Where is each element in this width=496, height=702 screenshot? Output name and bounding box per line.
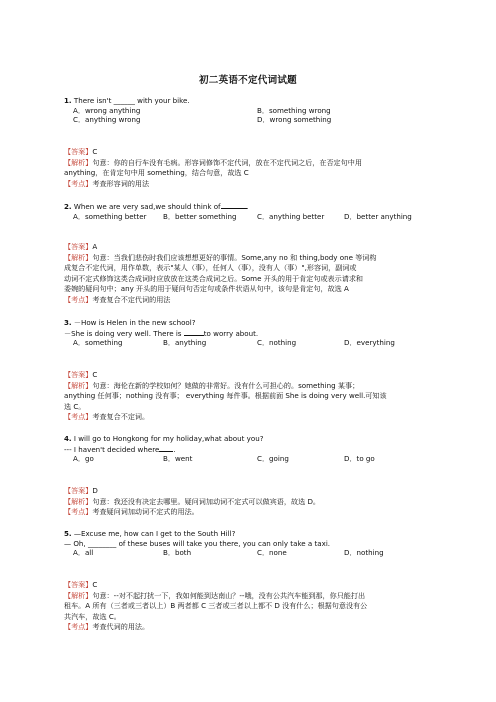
question-number: 3. — [64, 318, 72, 327]
answer-blank — [159, 444, 176, 454]
question-4 — [64, 434, 436, 464]
analysis-line: anything 任何事；nothing 没有事； everything 每件事。根据前面 She is doing very well.可知该 — [64, 391, 387, 401]
analysis-text: 句意：当我们悲伤时我们应该想想更好的事情。Some,any no 和 thing,body one 等词构 — [92, 252, 377, 262]
question-stem — [64, 201, 436, 212]
question-number: 2. — [64, 202, 72, 211]
point-line — [64, 622, 436, 633]
question-number: 1. — [64, 96, 72, 105]
answer-block-2 — [64, 242, 436, 306]
analysis-line: 委婉的疑问句中；any 开头的用于疑问句否定句或条件状语从句中，该句是肯定句，故选 A — [64, 284, 349, 294]
option-a: A．something better — [73, 211, 147, 221]
point-line — [64, 295, 436, 306]
question-number: 4. — [64, 434, 72, 443]
option-c: C．anything better — [257, 211, 325, 221]
point-text: 考查复合不定词。 — [92, 412, 150, 422]
option-b: B．anything — [163, 338, 207, 347]
answer-tag: 【答案】 — [64, 580, 93, 589]
option-d: D．wrong something — [257, 115, 332, 124]
analysis-line: 租车。A 所有（三者或三者以上）B 两者都 C 三者或三者以上都不 D 没有什么；根据句意没有公 — [64, 601, 368, 611]
option-a: A．all — [73, 548, 94, 557]
answer-line — [64, 242, 436, 253]
answer-value: C — [92, 370, 98, 379]
point-text: 考查形容词的用法 — [92, 178, 150, 188]
analysis-line — [64, 158, 436, 169]
question-stem-line2: — Oh, ________ of these buses will take you there, you can only take a taxi. — [64, 538, 331, 548]
option-c: C．anything wrong — [73, 115, 141, 124]
analysis-tag: 【解析】 — [64, 157, 93, 167]
answer-tag: 【答案】 — [64, 486, 93, 495]
options-row — [64, 338, 436, 348]
answer-tag: 【答案】 — [64, 242, 93, 251]
analysis-text: 句意：--对不起打扰一下，我如何能到达南山？--哦，没有公共汽车能到那，你只能打出 — [92, 590, 366, 600]
analysis-line: 选 C。 — [64, 401, 86, 411]
analysis-line — [64, 497, 436, 508]
analysis-line — [64, 381, 436, 392]
analysis-text: 句意：你的自行车没有毛病。形容词修饰不定代词，放在不定代词之后，在否定句中用 — [92, 157, 362, 167]
options-row — [64, 454, 436, 464]
question-text: －She is doing very well. There is — [64, 328, 182, 338]
option-a: A．wrong anything — [73, 105, 141, 115]
answer-line — [64, 147, 436, 158]
option-b: B．something wrong — [257, 105, 331, 115]
analysis-text: 句意：我还没有决定去哪里。疑问词加动词不定式可以做宾语，故选 D。 — [92, 496, 320, 506]
point-tag: 【考点】 — [64, 412, 93, 422]
question-text: --- I haven't decided where — [64, 444, 160, 454]
point-tag: 【考点】 — [64, 507, 93, 517]
point-tag: 【考点】 — [64, 622, 93, 632]
point-text: 考查代词的用法。 — [92, 622, 150, 632]
analysis-line: anything，在肯定句中用 something，结合句意，故选 C — [64, 168, 249, 178]
question-text: I will go to Hongkong for my holiday,what about you? — [73, 434, 264, 443]
question-text: When we are very sad,we should think of — [73, 202, 221, 211]
point-line — [64, 412, 436, 423]
answer-block-3 — [64, 370, 436, 423]
option-c: C．none — [257, 548, 287, 557]
analysis-line — [64, 591, 436, 602]
analysis-text: 句意：海伦在新的学校如何？她做的非常好。没有什么可担心的。something 某事； — [92, 380, 360, 390]
answer-line — [64, 370, 436, 381]
question-stem-line2 — [64, 328, 436, 339]
analysis-line: 动词不定式修饰这类合成词时应放放在这类合成词之后。Some 开头的用于肯定句或表示请求和 — [64, 273, 364, 283]
answer-block-5 — [64, 580, 436, 633]
options-row — [64, 548, 436, 558]
point-text: 考查疑问词加动词不定式的用法。 — [92, 507, 199, 517]
question-stem — [64, 96, 436, 106]
answer-value: C — [92, 147, 98, 156]
answer-line — [64, 580, 436, 591]
page-title: 初二英语不定代词试题 — [198, 75, 297, 86]
question-text-end: . — [246, 202, 249, 211]
point-tag: 【考点】 — [64, 178, 93, 188]
question-text: －How is Helen in the new school? — [73, 318, 196, 327]
question-text-end: to worry about. — [203, 328, 259, 338]
analysis-line: 成复合不定代词，用作单数，表示"某人（事），任何人（事），没有人（事）",形容词，副词或 — [64, 263, 357, 273]
answer-blank — [184, 328, 204, 336]
point-line — [64, 179, 436, 190]
analysis-tag: 【解析】 — [64, 496, 93, 506]
option-b: B．went — [163, 454, 193, 463]
option-d: D．nothing — [344, 548, 384, 557]
question-stem — [64, 529, 436, 539]
answer-value: C — [92, 580, 98, 589]
answer-value: A — [92, 242, 98, 251]
question-stem — [64, 434, 436, 444]
question-stem — [64, 318, 436, 328]
answer-tag: 【答案】 — [64, 147, 93, 156]
answer-block-4 — [64, 486, 436, 518]
question-text: —Excuse me, how can I get to the South Hill? — [73, 529, 236, 538]
analysis-line: 共汽车，故选 C。 — [64, 611, 121, 621]
option-c: C．nothing — [257, 338, 297, 347]
option-b: B．both — [163, 548, 192, 557]
point-line — [64, 507, 436, 518]
analysis-tag: 【解析】 — [64, 590, 93, 600]
question-3 — [64, 318, 436, 348]
analysis-line — [64, 253, 436, 264]
question-number: 5. — [64, 529, 72, 538]
options-row — [64, 115, 436, 125]
option-a: A．go — [73, 454, 94, 463]
question-text-end: . — [173, 444, 176, 454]
point-text: 考查复合不定代词的用法 — [92, 294, 171, 304]
answer-tag: 【答案】 — [64, 370, 93, 379]
option-d: D．everything — [344, 338, 395, 347]
option-c: C．going — [257, 454, 289, 463]
option-a: A．something — [73, 338, 123, 347]
answer-line — [64, 486, 436, 497]
question-2 — [64, 201, 436, 221]
analysis-tag: 【解析】 — [64, 380, 93, 390]
option-d: D．to go — [344, 454, 375, 463]
answer-value: D — [92, 486, 98, 495]
option-b: B．better something — [163, 211, 237, 221]
options-row — [64, 212, 436, 222]
point-tag: 【考点】 — [64, 294, 93, 304]
question-stem-line2 — [64, 444, 436, 455]
options-row — [64, 106, 436, 116]
question-text: There isn't ______ with your bike. — [73, 96, 190, 105]
question-5 — [64, 529, 436, 558]
question-1 — [64, 96, 436, 125]
answer-blank — [221, 201, 247, 209]
option-d: D．better anything — [344, 211, 412, 221]
answer-block-1 — [64, 147, 436, 189]
analysis-tag: 【解析】 — [64, 252, 93, 262]
